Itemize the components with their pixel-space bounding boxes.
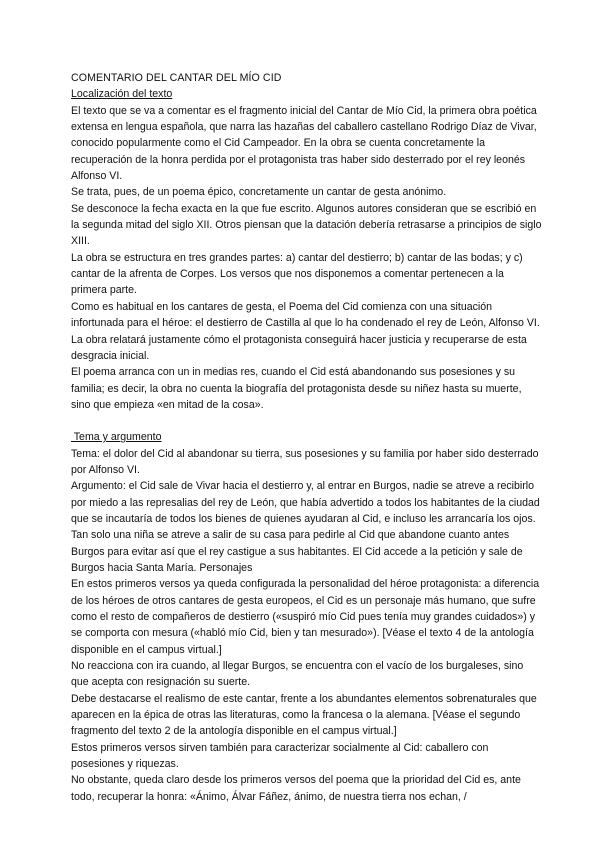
paragraph: Como es habitual en los cantares de gesta, el Poema del Cid comienza con una situación infortunada para el héroe: el destierro de Castilla al que lo ha condenado el rey de León, Alfonso VI. La obra relatará justamente cómo el protagonista conseguirá hacer justicia y recuperarse de esta desgracia inicial. <box>71 300 540 362</box>
section-localizacion <box>71 86 542 413</box>
paragraph: En estos primeros versos ya queda configurada la personalidad del héroe protagonista: a diferencia de los héroes de otros cantares de gesta europeos, el Cid es un personaje más humano, que sufre como el resto de compañeros de destierro («suspiró mío Cid pues tenía muy grandes cuidados») y se comporta con mesura («habló mío Cid, bien y tan mesurado»). [Véase el texto 4 de la antología disponible en el campus virtual.] <box>71 578 540 656</box>
document-title: COMENTARIO DEL CANTAR DEL MÍO CID <box>71 72 282 84</box>
section-tema <box>71 429 542 805</box>
paragraph: El poema arranca con un in medias res, cuando el Cid está abandonando sus posesiones y su familia; es decir, la obra no cuenta la biografía del protagonista desde su niñez hasta su muerte, sino que empieza «en mitad de la cosa». <box>71 366 522 411</box>
paragraph: Estos primeros versos sirven también para caracterizar socialmente al Cid: caballero con posesiones y riquezas. <box>71 741 489 771</box>
paragraph: Se trata, pues, de un poema épico, concretamente un cantar de gesta anónimo. <box>71 186 447 199</box>
section-heading-localizacion: Localización del texto <box>71 88 173 101</box>
section-heading-tema: Tema y argumento <box>71 431 162 444</box>
paragraph: Debe destacarse el realismo de este cantar, frente a los abundantes elementos sobrenaturales que aparecen en la épica de otras las literaturas, como la francesa o la alemana. [Véase el segundo fragmento del texto 2 de la antología disponible en el campus virtual.] <box>71 692 537 738</box>
section-spacer <box>71 413 542 429</box>
paragraph: No reacciona con ira cuando, al llegar Burgos, se encuentra con el vacío de los burgaleses, sino que acepta con resignación su suerte. <box>71 660 524 689</box>
paragraph: Se desconoce la fecha exacta en la que fue escrito. Algunos autores consideran que se escribió en la segunda mitad del siglo XII. Otros piensan que la datación debería retrasarse a principios de siglo XIII. <box>71 202 542 248</box>
paragraph: No obstante, queda claro desde los primeros versos del poema que la prioridad del Cid es, ante todo, recuperar la honra: «Ánimo, Álvar Fáñez, ánimo, de nuestra tierra nos echan, / <box>71 774 521 803</box>
paragraph: Argumento: el Cid sale de Vivar hacia el destierro y, al entrar en Burgos, nadie se atreve a recibirlo por miedo a las represalias del rey de León, que había advertido a todos los habitantes de la ciudad que se incautaría de todos los bienes de quienes ayudaran al Cid, e incluso les arrancaría los ojos. Tan solo una niña se atreve a salir de su casa para pedirle al Cid que abandone cuanto antes Burgos para evitar así que el rey castigue a sus habitantes. El Cid accede a la petición y sale de Burgos hacia Santa María. Personajes <box>71 480 540 574</box>
paragraph: La obra se estructura en tres grandes partes: a) cantar del destierro; b) cantar de las bodas; y c) cantar de la afrenta de Corpes. Los versos que nos disponemos a comentar pertenecen a la primera parte. <box>71 251 523 297</box>
paragraph: Tema: el dolor del Cid al abandonar su tierra, sus posesiones y su familia por haber sido desterrado por Alfonso VI. <box>71 447 539 476</box>
paragraph: El texto que se va a comentar es el fragmento inicial del Cantar de Mío Cid, la primera obra poética extensa en lengua española, que narra las hazañas del caballero castellano Rodrigo Díaz de Vivar, conocido popularmente como el Cid Campeador. En la obra se cuenta concretamente la recuperación de la honra perdida por el protagonista tras haber sido desterrado por el rey leonés Alfonso VI. <box>71 104 537 183</box>
